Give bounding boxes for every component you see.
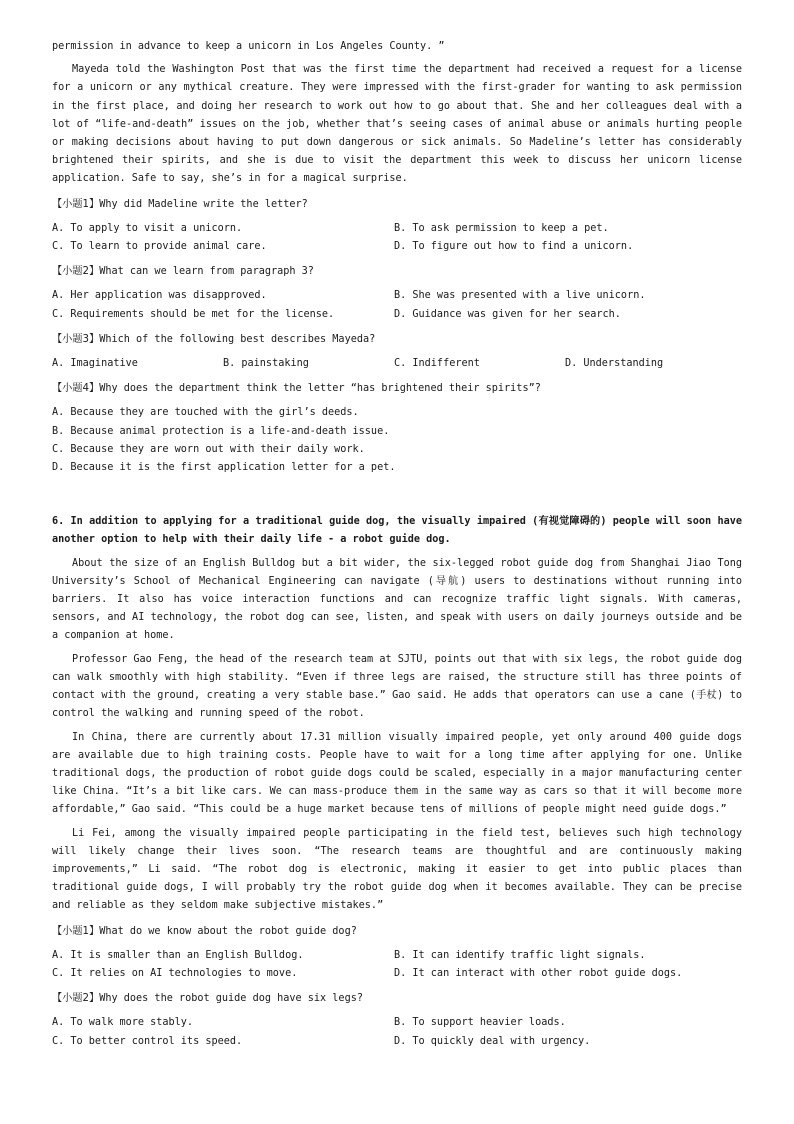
option-a[interactable]: A. Because they are touched with the girl’s deeds.	[52, 407, 359, 419]
question-stem: What can we learn from paragraph 3?	[99, 266, 314, 278]
passage6-title: 6. In addition to applying for a traditional guide dog, the visually impaired (有视觉障碍的) people will soon have another option to help with their daily life - a robot guide dog.	[52, 516, 742, 546]
option-a[interactable]: A. To walk more stably.	[52, 1017, 194, 1029]
options-6-1	[52, 947, 742, 983]
option-c[interactable]: C. Because they are worn out with their daily work.	[52, 443, 365, 455]
option-b[interactable]: B. To support heavier loads.	[394, 1017, 566, 1029]
passage5-paragraph-3: Mayeda told the Washington Post that was the first time the department had received a request for a license for a unicorn or any mythical creature. They were impressed with the first-grader for wanting to ask permission in the first place, and doing her research to work out how to go about that. She and her colleagues deal with a lot of “life-and-death” issues on the job, whether that’s seeing cases of animal abuse or animals hurting people or making decisions about having to put down dangerous or sick animals. So Madeline’s letter has considerably brightened their spirits, and she is due to visit the department this week to discuss her unicorn license application. Safe to say, she’s in for a magical surprise.	[52, 64, 742, 185]
option-b[interactable]: B. painstaking	[223, 358, 309, 370]
option-c[interactable]: C. Indifferent	[394, 358, 480, 370]
option-d[interactable]: D. Because it is the first application letter for a pet.	[52, 462, 396, 474]
passage5-paragraph-end: permission in advance to keep a unicorn in Los Angeles County. ”	[52, 41, 445, 52]
option-c[interactable]: C. Requirements should be met for the license.	[52, 308, 335, 320]
question-5-2	[52, 263, 742, 281]
question-stem: Which of the following best describes Mayeda?	[99, 333, 376, 345]
question-5-3	[52, 331, 742, 349]
option-b[interactable]: B. Because animal protection is a life-and-death issue.	[52, 425, 390, 437]
option-b[interactable]: B. She was presented with a live unicorn.	[394, 290, 646, 302]
passage6-paragraph-3: In China, there are currently about 17.31 million visually impaired people, yet only around 400 guide dogs are available due to high training costs. People have to wait for a long time after applying for one. Unlike traditional dogs, the production of robot guide dogs could be scaled, especially in a major manufacturing center like China. “It’s a bit like cars. We can mass-produce them in the same way as cars so that it will become more affordable,” Gao said. “This could be a huge market because tens of millions of people might need guide dogs.”	[52, 731, 742, 816]
question-stem: Why did Madeline write the letter?	[99, 198, 308, 210]
question-5-1	[52, 196, 742, 214]
option-d[interactable]: D. Guidance was given for her search.	[394, 308, 621, 320]
option-a[interactable]: A. It is smaller than an English Bulldog.	[52, 949, 304, 961]
question-tag: 【小题2】	[52, 266, 100, 278]
option-c[interactable]: C. To better control its speed.	[52, 1035, 243, 1047]
question-stem: What do we know about the robot guide dog?	[99, 925, 357, 937]
question-stem: Why does the robot guide dog have six legs?	[99, 993, 363, 1005]
question-tag: 【小题1】	[52, 198, 100, 210]
passage6-paragraph-4: Li Fei, among the visually impaired people participating in the field test, believes such high technology will likely change their lives soon. “The research teams are thoughtful and are continuously making improvements,” Li said. “The robot dog is electronic, making it easier to get into public places than traditional guide dogs, I will probably try the robot guide dog when it becomes available. They can be precise and reliable as they seldom make subjective mistakes.”	[52, 827, 742, 912]
question-tag: 【小题3】	[52, 333, 100, 345]
options-6-2	[52, 1014, 742, 1050]
passage6-paragraph-2: Professor Gao Feng, the head of the research team at SJTU, points out that with six legs, the robot guide dog can walk smoothly with high stability. “Even if three legs are raised, the structure still has three points of contact with the ground, creating a very stable base.” Gao said. He adds that operators can use a cane (手杖) to control the walking and running speed of the robot.	[52, 653, 742, 720]
question-tag: 【小题2】	[52, 993, 100, 1005]
option-b[interactable]: B. To ask permission to keep a pet.	[394, 222, 609, 234]
question-5-4	[52, 380, 742, 398]
question-tag: 【小题1】	[52, 925, 100, 937]
option-d[interactable]: D. To figure out how to find a unicorn.	[394, 241, 634, 253]
question-6-2	[52, 990, 742, 1008]
option-a[interactable]: A. To apply to visit a unicorn.	[52, 222, 243, 234]
options-5-3	[52, 355, 742, 373]
option-a[interactable]: A. Imaginative	[52, 358, 138, 370]
document-content	[52, 38, 742, 1051]
question-stem: Why does the department think the letter “has brightened their spirits”?	[99, 383, 541, 395]
question-tag: 【小题4】	[52, 383, 100, 395]
option-a[interactable]: A. Her application was disapproved.	[52, 290, 267, 302]
option-d[interactable]: D. Understanding	[565, 358, 664, 370]
question-6-1	[52, 923, 742, 941]
option-d[interactable]: D. It can interact with other robot guide dogs.	[394, 967, 683, 979]
option-c[interactable]: C. To learn to provide animal care.	[52, 241, 267, 253]
options-5-4	[52, 404, 742, 477]
passage6-paragraph-1: About the size of an English Bulldog but a bit wider, the six-legged robot guide dog from Shanghai Jiao Tong University’s School of Mechanical Engineering can navigate (导航) users to destinations without running into barriers. It also has voice interaction functions and can recognize traffic light signals. With cameras, sensors, and AI technology, the robot dog can see, listen, and speak with users on daily journeys outside and be a companion at home.	[52, 557, 742, 642]
option-c[interactable]: C. It relies on AI technologies to move.	[52, 967, 298, 979]
options-5-1	[52, 220, 742, 256]
option-d[interactable]: D. To quickly deal with urgency.	[394, 1035, 591, 1047]
option-b[interactable]: B. It can identify traffic light signals.	[394, 949, 646, 961]
options-5-2	[52, 287, 742, 323]
